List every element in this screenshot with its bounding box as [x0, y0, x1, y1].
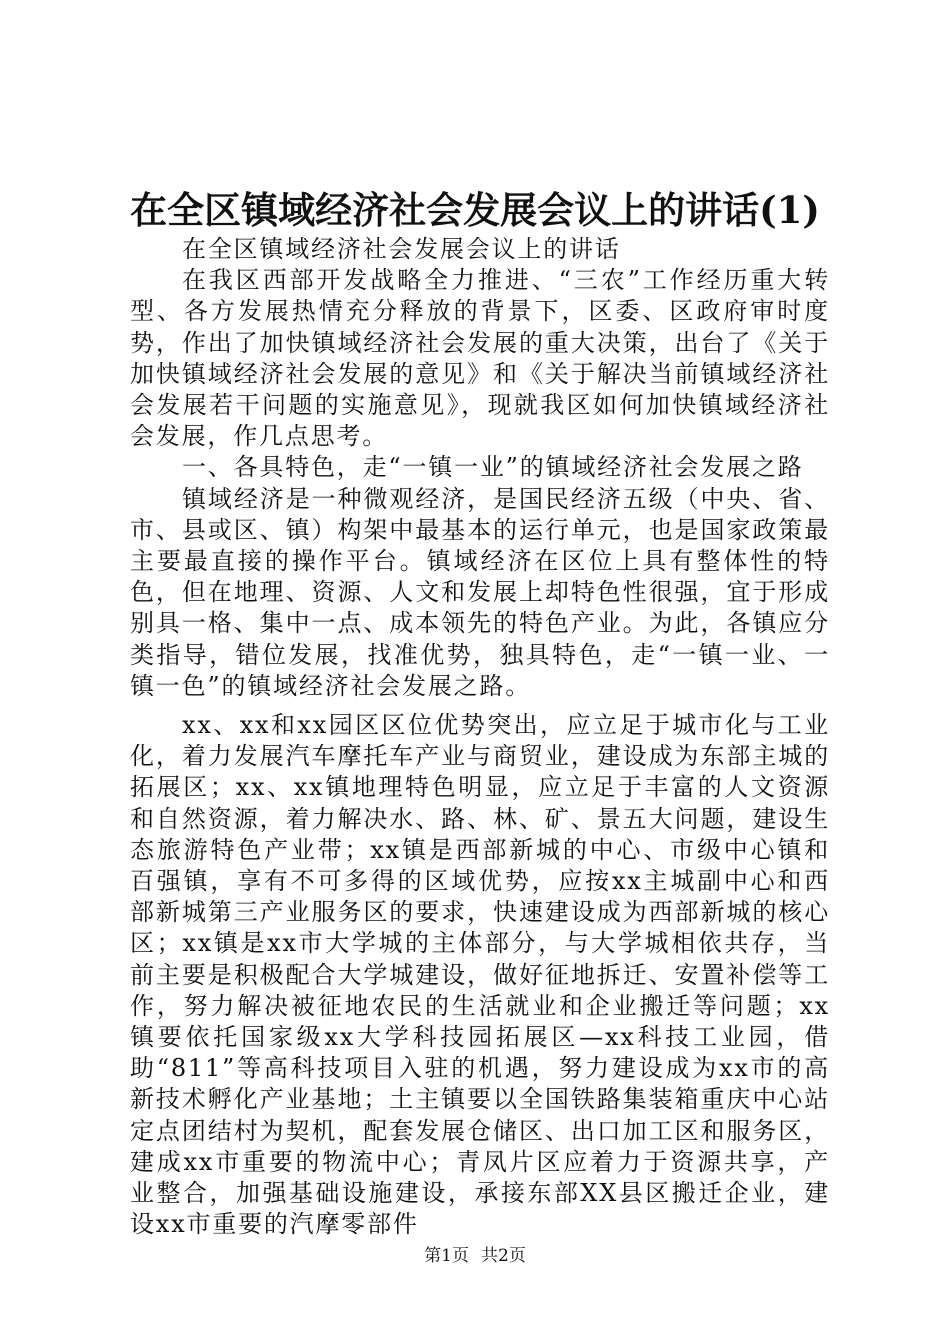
page-number-current: 第1页 — [424, 1246, 469, 1266]
section-heading-1: 一、各具特色，走“一镇一业”的镇域经济社会发展之路 — [182, 453, 804, 482]
paragraph-township-economy: 镇域经济是一种微观经济，是国民经济五级（中央、省、市、县或区、镇）构架中最基本的运行单元，也是国家政策最主要最直接的操作平台。镇域经济在区位上具有整体性的特色，但在地理、资源、人文和发展上却特色性很强，宜于形成别具一格、集中一点、成本领先的特色产业。为此，各镇应分类指导，错位发展，找准优势，独具特色，走“一镇一业、一镇一色”的镇域经济社会发展之路。 — [130, 484, 830, 700]
document-body — [130, 234, 830, 1241]
paragraph-subtitle: 在全区镇域经济社会发展会议上的讲话 — [182, 235, 621, 263]
page-footer — [0, 1244, 950, 1268]
page-number-total: 共2页 — [481, 1246, 526, 1266]
paragraph-intro: 在我区西部开发战略全力推进、“三农”工作经历重大转型、各方发展热情充分释放的背景下，区委、区政府审时度势，作出了加快镇域经济社会发展的重大决策，出台了《关于加快镇域经济社会发展的意见》和《关于解决当前镇域经济社会发展若干问题的实施意见》，现就我区如何加快镇域经济社会发展，作几点思考。 — [130, 266, 830, 451]
document-title: 在全区镇域经济社会发展会议上的讲话(1) — [130, 188, 820, 232]
paragraph-township-plans: xx、xx和xx园区区位优势突出，应立足于城市化与工业化，着力发展汽车摩托车产业与商贸业，建设成为东部主城的拓展区；xx、xx镇地理特色明显，应立足于丰富的人文资源和自然资源，着力解决水、路、林、矿、景五大问题，建设生态旅游特色产业带；xx镇是西部新城的中心、市级中心镇和百强镇，享有不可多得的区域优势，应按xx主城副中心和西部新城第三产业服务区的要求，快速建设成为西部新城的核心区；xx镇是xx市大学城的主体部分，与大学城相依共存，当前主要是积极配合大学城建设，做好征地拆迁、安置补偿等工作，努力解决被征地农民的生活就业和企业搬迁等问题；xx镇要依托国家级xx大学科技园拓展区—xx科技工业园，借助“811”等高科技项目入驻的机遇，努力建设成为xx市的高新技术孵化产业基地；土主镇要以全国铁路集装箱重庆中心站定点团结村为契机，配套发展仓储区、出口加工区和服务区，建成xx市重要的物流中心；青凤片区应着力于资源共享，产业整合，加强基础设施建设，承接东部XX县区搬迁企业，建设xx市重要的汽摩零部件 — [130, 711, 830, 1239]
